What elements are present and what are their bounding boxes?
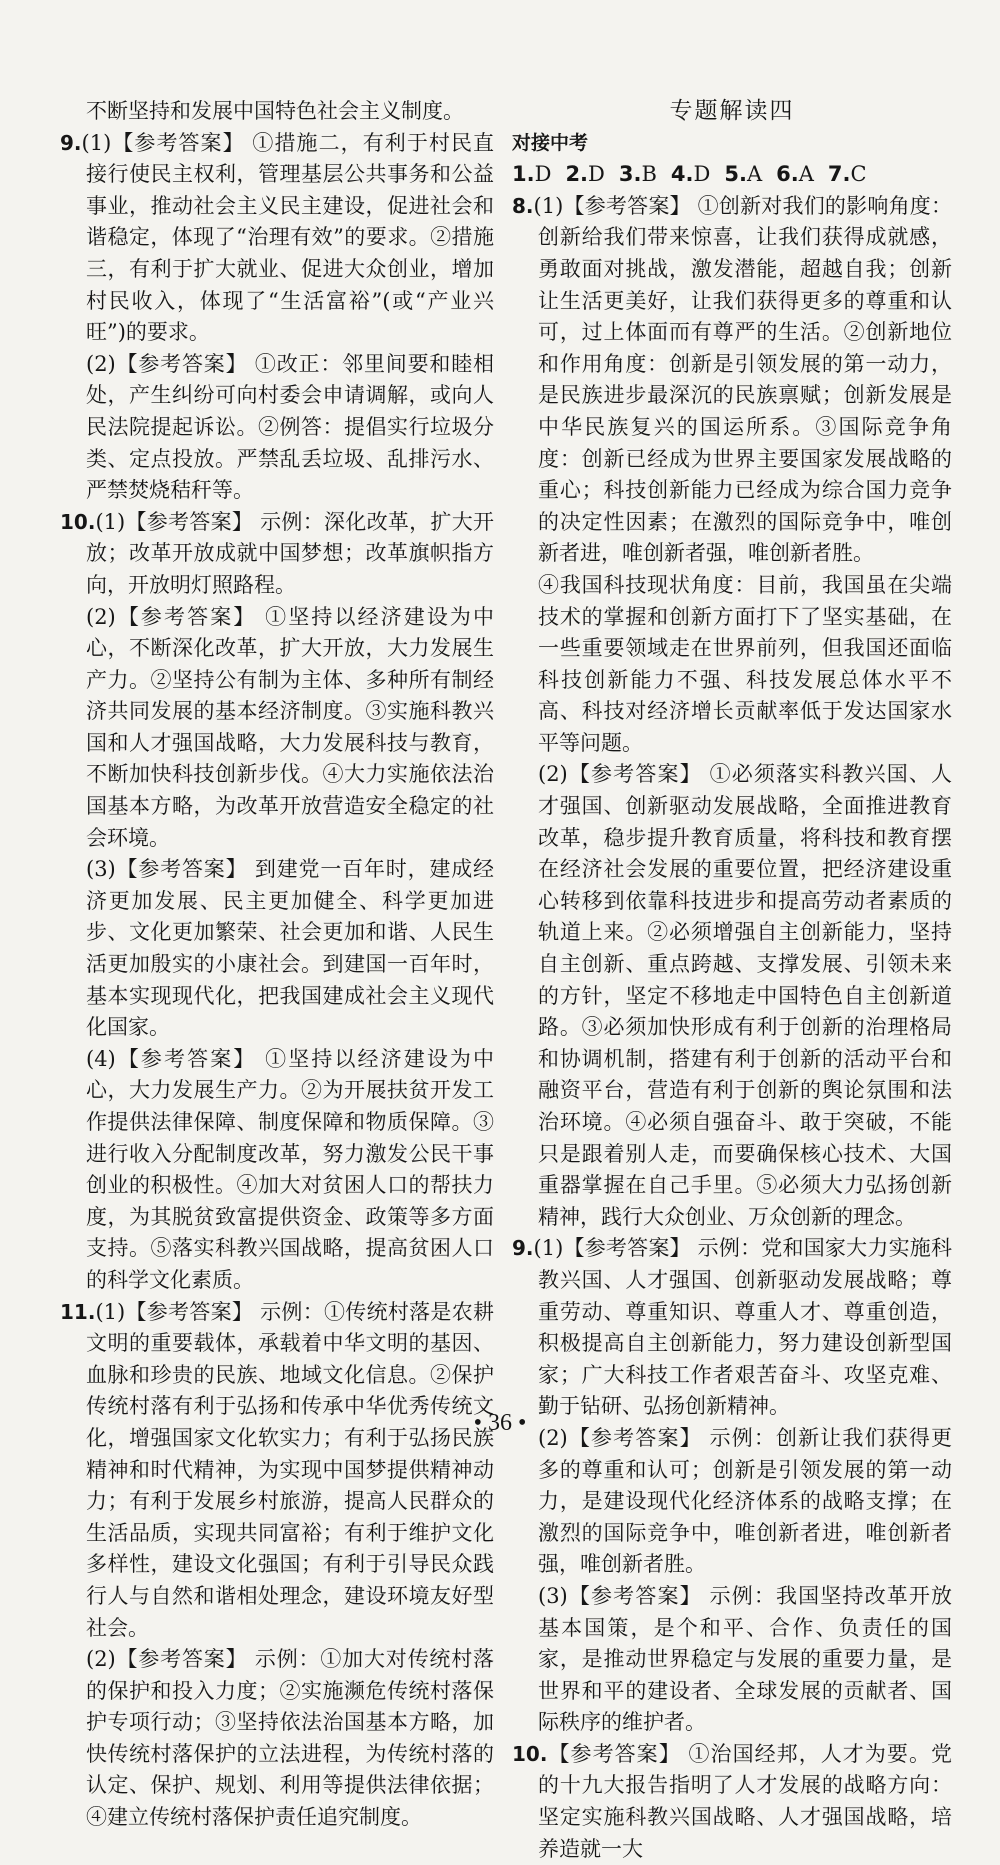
mc-answer-letter: C (850, 162, 867, 187)
right-q10-p1-text: 【参考答案】 ①治国经邦，人才为要。党的十九大报告指明了人才发展的战略方向：坚定实施科教兴国战略、人才强国战略，培养造就一大 (538, 1741, 952, 1861)
mc-answer-letter: A (798, 162, 814, 187)
right-q8-part2: (2)【参考答案】 ①必须落实科教兴国、人才强国、创新驱动发展战略，全面推进教育改革，稳步提升教育质量，将科技和教育摆在经济社会发展的重要位置，把经济建设重心转移到依靠科技进步和提高劳动者素质的轨道上来。②必须增强自主创新能力，坚持自主创新、重点跨越、支撑发展、引领未来的方针，坚定不移地走中国特色自主创新道路。③必须加快形成有利于创新的治理格局和协调机制，搭建有利于创新的活动平台和融资平台，营造有利于创新的舆论氛围和法治环境。④必须自强奋斗、敢于突破，不能只是跟着别人走，而要确保核心技术、大国重器掌握在自己手里。⑤必须大力弘扬创新精神，践行大众创业、万众创新的理念。 (538, 762, 952, 1229)
right-q9-part3: (3)【参考答案】 示例：我国坚持改革开放基本国策，是个和平、合作、负责任的国家，是推动世界稳定与发展的重要力量，是世界和平的建设者、全球发展的贡献者、国际秩序的维护者。 (538, 1583, 952, 1735)
mc-answer-number: 4. (670, 162, 694, 187)
left-q10-part4: (4)【参考答案】 ①坚持以经济建设为中心，大力发展生产力。②为开展扶贫开发工作提供法律保障、制度保障和物质保障。③进行收入分配制度改革，努力激发公民干事创业的积极性。④加大对贫困人口的帮扶力度，为其脱贫致富提供资金、政策等多方面支持。⑤落实科教兴国战略，提高贫困人口的科学文化素质。 (86, 1046, 494, 1292)
left-q10-part3: (3)【参考答案】 到建党一百年时，建成经济更加发展、民主更加健全、科学更加进步、文化更加繁荣、社会更加和谐、人民生活更加殷实的小康社会。到建国一百年时，基本实现现代化，把我国建成社会主义现代化国家。 (86, 857, 494, 1040)
mc-answer-letter: B (641, 162, 657, 187)
right-q8-p1-text: (1)【参考答案】 ①创新对我们的影响角度：创新给我们带来惊喜，让我们获得成就感，勇敢面对挑战，激发潜能，超越自我；创新让生活更美好，让我们获得更多的尊重和认可，过上体面而有尊严的生活。②创新地位和作用角度：创新是引领发展的第一动力，是民族进步最深沉的民族禀赋；创新发展是中华民族复兴的国运所系。③国际竞争角度：创新已经成为世界主要国家发展战略的重心；科技创新能力已经成为综合国力竞争的决定性因素；在激烈的国际竞争中，唯创新者进，唯创新者强，唯创新者胜。 (533, 193, 952, 566)
mc-answer-item (724, 162, 762, 186)
intro-line: 不断坚持和发展中国特色社会主义制度。 (86, 99, 464, 123)
left-q10-number: 10. (60, 509, 96, 534)
left-q10-part1 (60, 507, 494, 602)
right-q8-part1 (512, 191, 952, 570)
mc-answer-letter: A (746, 162, 763, 187)
left-q9-part2: (2)【参考答案】 ①改正：邻里间要和睦相处，产生纠纷可向村委会申请调解，或向人民法院提起诉讼。②例答：提倡实行垃圾分类、定点投放。严禁乱丢垃圾、乱排污水、严禁焚烧秸秆等。 (86, 351, 494, 503)
mc-answer-letter: D (588, 162, 605, 187)
right-q10-part1 (512, 1739, 952, 1865)
right-column (512, 96, 952, 1865)
mc-answer-number: 6. (776, 162, 799, 187)
mc-answer-number: 1. (512, 162, 535, 187)
mc-answer-item (565, 162, 604, 186)
left-q10-part2: (2)【参考答案】 ①坚持以经济建设为中心，不断深化改革，扩大开放，大力发展生产力。②坚持公有制为主体、多种所有制经济共同发展的基本经济制度。③实施科教兴国和人才强国战略，大力发展科技与教育，不断加快科技创新步伐。④大力实施依法治国基本方略，为改革开放营造安全稳定的社会环境。 (86, 604, 494, 850)
mc-answer-item (776, 162, 814, 186)
right-q10-number: 10. (512, 1741, 548, 1766)
left-q9-p1-text: (1)【参考答案】 ①措施二，有利于村民直接行使民主权利，管理基层公共事务和公益事业，推动社会主义民主建设，促进社会和谐稳定，体现了“治理有效”的要求。②措施三，有利于扩大就业、促进大众创业，增加村民收入，体现了“生活富裕”(或“产业兴旺”)的要求。 (81, 130, 494, 345)
mc-answer-number: 7. (827, 162, 851, 187)
right-q9-number: 9. (512, 1236, 534, 1261)
right-q9-p1-text: (1)【参考答案】 示例：党和国家大力实施科教兴国、人才强国、创新驱动发展战略；尊重劳动、尊重知识、尊重人才、尊重创造，积极提高自主创新能力，努力建设创新型国家；广大科技工作者艰苦奋斗、攻坚克难、勤于钻研、弘扬创新精神。 (533, 1236, 952, 1419)
right-q8-part1-continued: ④我国科技现状角度：目前，我国虽在尖端技术的掌握和创新方面打下了坚实基础，在一些重要领域走在世界前列，但我国还面临科技创新能力不强、科技发展总体水平不高、科技对经济增长贡献率低于发达国家水平等问题。 (538, 572, 952, 755)
mc-answer-item (671, 162, 710, 186)
page-number: • 36 • (473, 1410, 527, 1436)
left-q11-part2: (2)【参考答案】 示例：①加大对传统村落的保护和投入力度；②实施濒危传统村落保护专项行动；③坚持依法治国基本方略，加快传统村落保护的立法进程，为传统村落的认定、保护、规划、利用等提供法律依据；④建立传统村落保护责任追究制度。 (86, 1647, 494, 1830)
mc-answer-number: 3. (618, 162, 642, 187)
section-title: 专题解读四 (669, 98, 795, 124)
mc-answer-letter: D (693, 162, 711, 187)
section-subheading: 对接中考 (512, 131, 589, 154)
mc-answer-item (512, 162, 551, 186)
multiple-choice-answers (512, 159, 952, 191)
mc-answer-item (619, 162, 657, 186)
mc-answer-letter: D (534, 162, 552, 187)
left-q11-number: 11. (60, 1299, 96, 1324)
left-q9-part1 (60, 128, 494, 349)
left-q9-number: 9. (60, 130, 82, 155)
left-q11-part1 (60, 1297, 494, 1645)
right-q9-part2: (2)【参考答案】 示例：创新让我们获得更多的尊重和认可；创新是引领发展的第一动力，是建设现代化经济体系的战略支撑；在激烈的国际竞争中，唯创新者进，唯创新者强，唯创新者胜。 (538, 1425, 952, 1577)
left-column (60, 96, 494, 1834)
mc-answer-number: 5. (724, 162, 747, 187)
mc-answer-number: 2. (565, 162, 589, 187)
left-q11-p1-text: (1)【参考答案】 示例：①传统村落是农耕文明的重要载体，承载着中华文明的基因、血脉和珍贵的民族、地域文化信息。②保护传统村落有利于弘扬和传承中华优秀传统文化，增强国家文化软实力；有利于弘扬民族精神和时代精神，为实现中国梦提供精神动力；有利于发展乡村旅游，提高人民群众的生活品质，实现共同富裕；有利于维护文化多样性，建设文化强国；有利于引导民众践行人与自然和谐相处理念，建设环境友好型社会。 (86, 1299, 494, 1640)
left-q10-p1-text: (1)【参考答案】 示例：深化改革，扩大开放；改革开放成就中国梦想；改革旗帜指方向，开放明灯照路程。 (86, 509, 494, 597)
mc-answer-item (828, 162, 867, 186)
right-q9-part1 (512, 1233, 952, 1423)
right-q8-number: 8. (512, 193, 534, 218)
